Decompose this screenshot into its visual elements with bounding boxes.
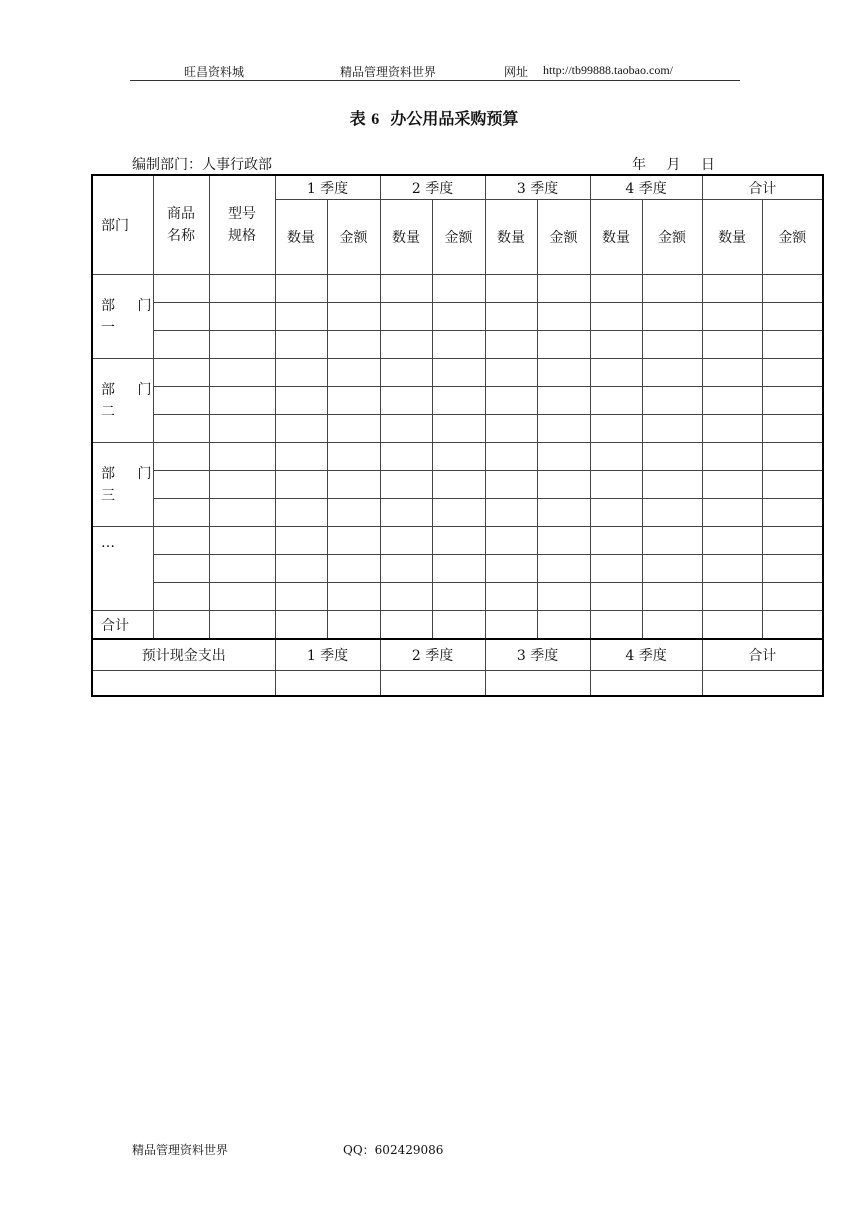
table-cell[interactable] [485, 527, 537, 555]
table-cell[interactable] [209, 471, 275, 499]
table-cell[interactable] [380, 583, 432, 611]
table-cell[interactable] [153, 415, 209, 443]
table-cell[interactable] [327, 275, 380, 303]
department-3-line1: 部 门 [101, 466, 152, 482]
table-cell[interactable] [590, 275, 642, 303]
table-cell[interactable] [432, 303, 485, 331]
table-row [92, 331, 823, 359]
title-prefix: 表 [349, 109, 366, 128]
table-cell[interactable] [702, 415, 762, 443]
table-cell[interactable] [702, 527, 762, 555]
table-cell[interactable] [209, 583, 275, 611]
table-cell[interactable] [642, 415, 702, 443]
table-cell[interactable] [153, 611, 209, 640]
header-qty: 数量 [380, 200, 432, 275]
header-qty: 数量 [485, 200, 537, 275]
table-row [92, 555, 823, 583]
cash-quarter-2: 2 季度 [380, 639, 485, 671]
table-cell[interactable] [380, 527, 432, 555]
footer-world-name: 精品管理资料世界 [132, 1143, 229, 1157]
table-row [92, 387, 823, 415]
table-cell[interactable] [92, 671, 275, 697]
department-1-line1: 部 门 [101, 298, 152, 314]
table-cell[interactable] [762, 527, 823, 555]
table-cell[interactable] [642, 583, 702, 611]
total-label: 合计 [92, 611, 153, 640]
department-3-label [92, 443, 153, 527]
table-cell[interactable] [327, 499, 380, 527]
table-cell[interactable] [153, 303, 209, 331]
table-cell[interactable] [537, 275, 590, 303]
table-cell[interactable] [642, 303, 702, 331]
table-cell[interactable] [702, 671, 823, 697]
table-cell[interactable] [702, 387, 762, 415]
table-cell[interactable] [380, 555, 432, 583]
table-cell[interactable] [762, 611, 823, 640]
table-cell[interactable] [432, 387, 485, 415]
cash-quarter-3: 3 季度 [485, 639, 590, 671]
document-title [0, 106, 868, 129]
table-cell[interactable] [642, 359, 702, 387]
table-row [92, 303, 823, 331]
page-header [130, 60, 740, 81]
header-department: 部门 [92, 175, 153, 275]
table-cell[interactable] [642, 471, 702, 499]
table-cell[interactable] [432, 471, 485, 499]
table-cell[interactable] [380, 359, 432, 387]
table-cell[interactable] [432, 527, 485, 555]
table-cell[interactable] [762, 499, 823, 527]
department-2-line1: 部 门 [101, 382, 152, 398]
table-cell[interactable] [590, 583, 642, 611]
cash-value-row [92, 671, 823, 697]
header-amount: 金额 [762, 200, 823, 275]
table-cell[interactable] [275, 443, 327, 471]
table-row [92, 359, 823, 387]
table-cell[interactable] [327, 415, 380, 443]
table-row [92, 471, 823, 499]
table-cell[interactable] [702, 331, 762, 359]
table-cell[interactable] [275, 415, 327, 443]
table-cell[interactable] [275, 499, 327, 527]
header-quarter-1: 1 季度 [275, 175, 380, 200]
table-cell[interactable] [380, 415, 432, 443]
header-total: 合计 [702, 175, 823, 200]
table-cell[interactable] [485, 275, 537, 303]
table-cell[interactable] [327, 359, 380, 387]
table-cell[interactable] [762, 359, 823, 387]
table-cell[interactable] [702, 275, 762, 303]
table-cell[interactable] [642, 275, 702, 303]
table-cell[interactable] [762, 583, 823, 611]
table-cell[interactable] [590, 555, 642, 583]
header-model-spec [209, 175, 275, 275]
table-cell[interactable] [275, 527, 327, 555]
table-cell[interactable] [642, 527, 702, 555]
header-product-line1: 商品 [167, 206, 195, 222]
table-cell[interactable] [209, 555, 275, 583]
table-cell[interactable] [380, 443, 432, 471]
table-cell[interactable] [762, 555, 823, 583]
table-cell[interactable] [275, 275, 327, 303]
table-cell[interactable] [380, 611, 432, 640]
table-cell[interactable] [485, 611, 537, 640]
table-cell[interactable] [702, 555, 762, 583]
budget-table [91, 174, 824, 697]
table-cell[interactable] [432, 583, 485, 611]
table-cell[interactable] [209, 331, 275, 359]
header-shop-name: 旺昌资料城 [184, 65, 245, 79]
table-cell[interactable] [275, 303, 327, 331]
table-cell[interactable] [380, 387, 432, 415]
cash-header-row [92, 639, 823, 671]
table-cell[interactable] [537, 387, 590, 415]
table-cell[interactable] [702, 303, 762, 331]
table-cell[interactable] [209, 611, 275, 640]
table-cell[interactable] [642, 499, 702, 527]
table-cell[interactable] [590, 671, 702, 697]
header-qty: 数量 [702, 200, 762, 275]
table-cell[interactable] [153, 583, 209, 611]
table-cell[interactable] [485, 499, 537, 527]
header-quarter-2: 2 季度 [380, 175, 485, 200]
table-cell[interactable] [153, 275, 209, 303]
table-cell[interactable] [275, 583, 327, 611]
table-cell[interactable] [209, 443, 275, 471]
header-quarter-3: 3 季度 [485, 175, 590, 200]
table-row [92, 443, 823, 471]
table-cell[interactable] [485, 415, 537, 443]
table-cell[interactable] [762, 275, 823, 303]
department-1-line2: 一 [101, 320, 115, 336]
table-cell[interactable] [590, 331, 642, 359]
table-cell[interactable] [762, 303, 823, 331]
table-cell[interactable] [590, 415, 642, 443]
table-cell[interactable] [153, 555, 209, 583]
table-cell[interactable] [380, 471, 432, 499]
table-cell[interactable] [209, 275, 275, 303]
table-cell[interactable] [702, 359, 762, 387]
date-line: 年 月 日 [632, 157, 715, 173]
table-cell[interactable] [275, 611, 327, 640]
table-cell[interactable] [642, 331, 702, 359]
table-cell[interactable] [590, 359, 642, 387]
table-cell[interactable] [153, 527, 209, 555]
title-number: 6 [371, 111, 380, 128]
table-cell[interactable] [209, 303, 275, 331]
table-cell[interactable] [590, 303, 642, 331]
table-cell[interactable] [380, 275, 432, 303]
table-cell[interactable] [485, 331, 537, 359]
table-cell[interactable] [153, 471, 209, 499]
table-cell[interactable] [327, 443, 380, 471]
table-cell[interactable] [275, 359, 327, 387]
table-cell[interactable] [590, 387, 642, 415]
compiling-department: 编制部门：人事行政部 [132, 157, 272, 173]
table-cell[interactable] [153, 499, 209, 527]
table-cell[interactable] [537, 583, 590, 611]
table-cell[interactable] [485, 471, 537, 499]
table-row [92, 499, 823, 527]
table-cell[interactable] [590, 527, 642, 555]
table-cell[interactable] [380, 331, 432, 359]
header-qty: 数量 [275, 200, 327, 275]
table-cell[interactable] [762, 415, 823, 443]
table-cell[interactable] [432, 359, 485, 387]
table-cell[interactable] [762, 387, 823, 415]
table-cell[interactable] [275, 671, 380, 697]
table-cell[interactable] [642, 387, 702, 415]
table-cell[interactable] [590, 471, 642, 499]
cash-expenditure-label: 预计现金支出 [92, 639, 275, 671]
table-cell[interactable] [153, 331, 209, 359]
header-product-line2: 名称 [167, 228, 195, 244]
table-cell[interactable] [537, 611, 590, 640]
table-cell[interactable] [327, 303, 380, 331]
table-cell[interactable] [485, 443, 537, 471]
table-cell[interactable] [432, 331, 485, 359]
table-cell[interactable] [153, 387, 209, 415]
table-cell[interactable] [537, 415, 590, 443]
table-cell[interactable] [702, 499, 762, 527]
total-row [92, 611, 823, 640]
table-cell[interactable] [485, 303, 537, 331]
table-cell[interactable] [209, 527, 275, 555]
table-cell[interactable] [590, 443, 642, 471]
table-cell[interactable] [642, 443, 702, 471]
table-cell[interactable] [485, 555, 537, 583]
table-cell[interactable] [702, 583, 762, 611]
table-cell[interactable] [702, 611, 762, 640]
table-cell[interactable] [327, 387, 380, 415]
table-cell[interactable] [485, 387, 537, 415]
table-cell[interactable] [485, 671, 590, 697]
department-ellipsis: … [92, 527, 153, 611]
table-cell[interactable] [153, 359, 209, 387]
department-2-label [92, 359, 153, 443]
table-row [92, 583, 823, 611]
cash-total: 合计 [702, 639, 823, 671]
table-cell[interactable] [209, 387, 275, 415]
table-cell[interactable] [327, 471, 380, 499]
table-cell[interactable] [537, 527, 590, 555]
header-model-line1: 型号 [228, 206, 256, 222]
table-cell[interactable] [537, 303, 590, 331]
cash-quarter-4: 4 季度 [590, 639, 702, 671]
table-cell[interactable] [485, 583, 537, 611]
header-product-name [153, 175, 209, 275]
header-quarter-4: 4 季度 [590, 175, 702, 200]
table-cell[interactable] [380, 671, 485, 697]
header-url-link[interactable]: http://tb99888.taobao.com/ [543, 63, 673, 77]
table-cell[interactable] [485, 359, 537, 387]
table-cell[interactable] [762, 331, 823, 359]
table-cell[interactable] [432, 555, 485, 583]
table-cell[interactable] [537, 359, 590, 387]
header-model-line2: 规格 [228, 228, 256, 244]
table-cell[interactable] [209, 499, 275, 527]
header-amount: 金额 [327, 200, 380, 275]
department-2-line2: 二 [101, 404, 115, 420]
table-cell[interactable] [327, 331, 380, 359]
header-url-label: 网址 [504, 65, 529, 79]
table-cell[interactable] [153, 443, 209, 471]
table-cell[interactable] [209, 359, 275, 387]
table-cell[interactable] [432, 415, 485, 443]
table-cell[interactable] [327, 583, 380, 611]
table-cell[interactable] [537, 555, 590, 583]
table-cell[interactable] [275, 555, 327, 583]
table-cell[interactable] [762, 443, 823, 471]
table-cell[interactable] [642, 555, 702, 583]
table-cell[interactable] [537, 331, 590, 359]
table-cell[interactable] [432, 443, 485, 471]
header-qty: 数量 [590, 200, 642, 275]
table-cell[interactable] [590, 499, 642, 527]
table-cell[interactable] [762, 471, 823, 499]
table-cell[interactable] [537, 443, 590, 471]
table-cell[interactable] [380, 303, 432, 331]
table-cell[interactable] [380, 499, 432, 527]
department-3-line2: 三 [101, 488, 115, 504]
header-amount: 金额 [432, 200, 485, 275]
table-cell[interactable] [432, 611, 485, 640]
table-cell[interactable] [590, 611, 642, 640]
department-1-label [92, 275, 153, 359]
table-cell[interactable] [537, 499, 590, 527]
table-cell[interactable] [327, 611, 380, 640]
table-cell[interactable] [702, 443, 762, 471]
table-row [92, 527, 823, 555]
header-amount: 金额 [537, 200, 590, 275]
header-world-name: 精品管理资料世界 [340, 65, 437, 79]
table-cell[interactable] [275, 387, 327, 415]
table-cell[interactable] [432, 499, 485, 527]
table-row [92, 275, 823, 303]
table-cell[interactable] [432, 275, 485, 303]
header-amount: 金额 [642, 200, 702, 275]
table-cell[interactable] [275, 471, 327, 499]
footer-qq: QQ：602429086 [343, 1143, 444, 1157]
table-cell[interactable] [537, 471, 590, 499]
table-cell[interactable] [642, 611, 702, 640]
table-cell[interactable] [209, 415, 275, 443]
table-cell[interactable] [327, 527, 380, 555]
cash-quarter-1: 1 季度 [275, 639, 380, 671]
title-text: 办公用品采购预算 [390, 109, 519, 128]
table-cell[interactable] [702, 471, 762, 499]
table-row [92, 415, 823, 443]
table-cell[interactable] [275, 331, 327, 359]
table-cell[interactable] [327, 555, 380, 583]
